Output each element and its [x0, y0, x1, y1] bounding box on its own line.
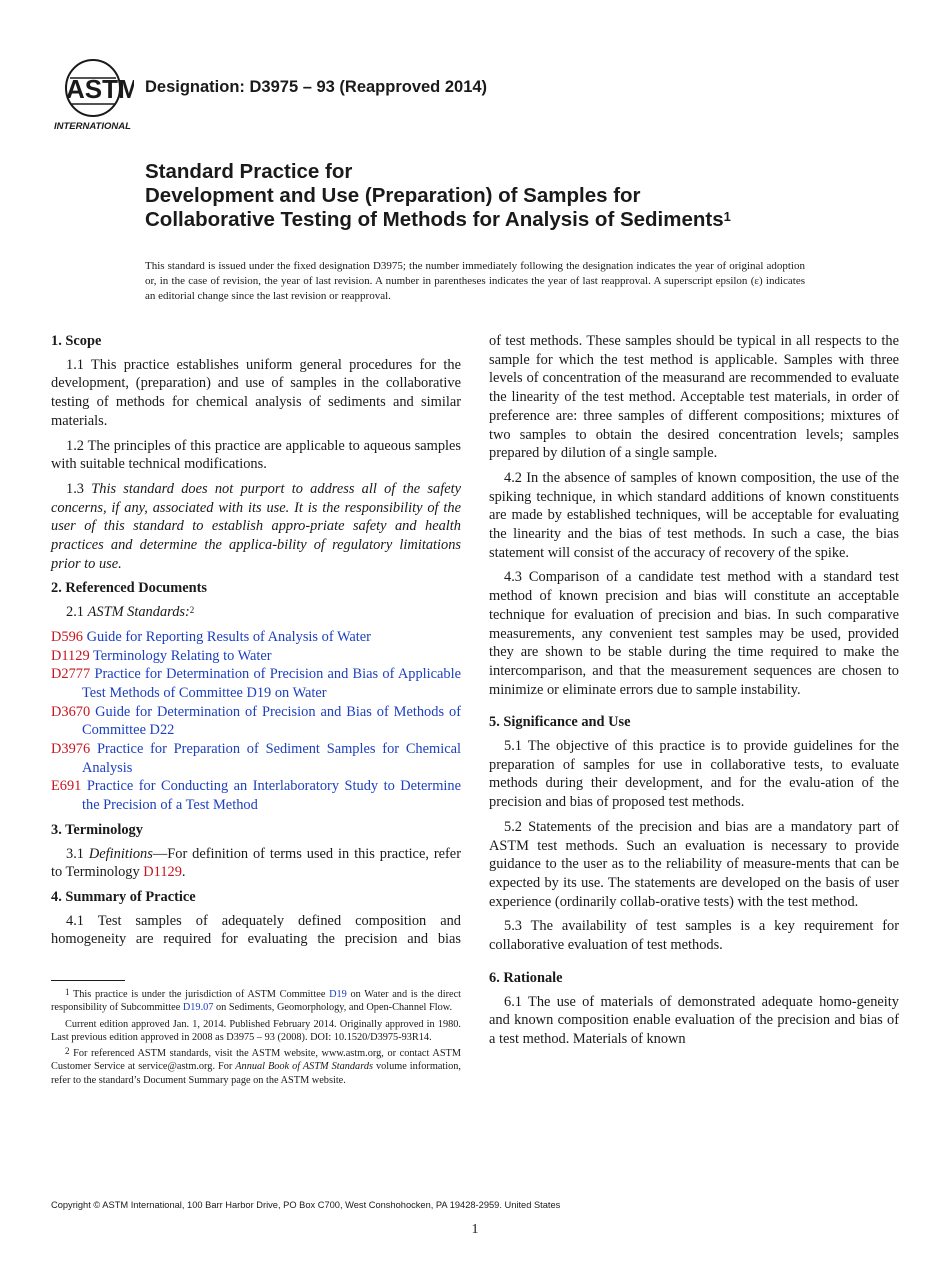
- footnote-2: [51, 1047, 461, 1087]
- footnote-divider: [51, 980, 125, 981]
- footnotes: [51, 988, 461, 1090]
- footnote-text: on Water and is the direct responsibility of Subcommittee: [51, 989, 461, 1014]
- paragraph-number: 2.1: [66, 604, 88, 621]
- astm-standards-label: ASTM Standards:: [87, 604, 190, 621]
- reference-code-link[interactable]: D596: [51, 628, 83, 645]
- reference-item[interactable]: [51, 703, 461, 740]
- title-footnote-mark: 1: [723, 209, 731, 224]
- section-heading: 3. Terminology: [51, 821, 143, 838]
- safety-text: This standard does not purport to address all of the safety concerns, if any, associated with its use. It is the responsibility of the user of this standard to establish appro-priate safety and health practices and determine the applica-bility of regulatory limitations prior to use.: [51, 480, 461, 572]
- paragraph-number: 1.3: [66, 480, 92, 497]
- term-label: Definitions: [88, 845, 153, 862]
- footnote-current-edition: Current edition approved Jan. 1, 2014. Published February 2014. Originally approved in 1980. Last previous edition approved in 2008 as D3975 – 93 (2008). DOI: 10.1520/D3975-93R14.: [51, 1018, 461, 1043]
- terminology-link[interactable]: D1129: [143, 864, 182, 881]
- paragraph: 4.3 Comparison of a candidate test method with a standard test method of known precision and bias will constitute an acceptable technique for evaluation of precision and bias. In such comparative measurements, any convenient test samples may be used, provided they are shown to be stable during the time required to make the intercomparison, and that the measurement sequences are chosen to minimize or eliminate errors due to sample instability.: [489, 569, 899, 698]
- paragraph: 5.3 The availability of test samples is a key requirement for collaborative evaluation of test methods.: [489, 918, 899, 954]
- designation: Designation: D3975 – 93 (Reapproved 2014): [145, 78, 488, 96]
- reference-code-link[interactable]: D3670: [51, 703, 91, 720]
- reference-code-link[interactable]: D2777: [51, 666, 91, 683]
- footnote-italic-text: Annual Book of ASTM Standards: [235, 1061, 373, 1073]
- section-scope: [51, 332, 461, 573]
- period: .: [181, 864, 186, 881]
- logo-international-text: INTERNATIONAL: [54, 121, 131, 132]
- footnote-mark: 1: [65, 987, 70, 997]
- section-heading: 4. Summary of Practice: [51, 888, 196, 905]
- reference-item[interactable]: [51, 647, 461, 666]
- section-summary: [51, 888, 461, 949]
- paragraph: 4.1 Test samples of adequately defined composition and homogeneity are required for evaluating the precision and bias: [51, 912, 461, 948]
- paragraph: 5.2 Statements of the precision and bias are a mandatory part of ASTM test methods. Such an evaluation is necessary to provide guidance to the user as to the reliability of measure-ments that can be expected by its use. The statements are developed on the basis of user experience (ordinarily collab-orative tests) with the test method.: [489, 818, 899, 910]
- title-line-3: [145, 208, 885, 232]
- reference-title-link[interactable]: Practice for Conducting an Interlaboratory Study to Determine the Precision of a Test Method: [82, 778, 461, 814]
- footnote-mark: 2: [189, 605, 195, 616]
- left-column: [51, 332, 461, 955]
- reference-title-link[interactable]: Terminology Relating to Water: [92, 647, 272, 664]
- copyright-notice: Copyright © ASTM International, 100 Barr Harbor Drive, PO Box C700, West Conshohocken, PA 19428-2959. United States: [51, 1200, 561, 1210]
- title-line-1: Standard Practice for: [145, 160, 353, 183]
- astm-standards-intro: [51, 603, 461, 622]
- section-heading: 1. Scope: [51, 333, 102, 349]
- reference-code-link[interactable]: D3976: [51, 741, 91, 758]
- term-text: —For definition of terms used in this practice, refer to Terminology: [51, 845, 461, 881]
- reference-title-link[interactable]: Guide for Determination of Precision and Bias of Methods of Committee D22: [82, 703, 461, 739]
- section-terminology: [51, 821, 461, 882]
- right-column: [489, 332, 899, 1055]
- section-heading: 2. Referenced Documents: [51, 580, 207, 597]
- paragraph: 1.2 The principles of this practice are applicable to aqueous samples with suitable technical modifications.: [51, 437, 461, 473]
- paragraph: [51, 845, 461, 882]
- footnote-text: This practice is under the jurisdiction of ASTM Committee: [69, 989, 330, 1000]
- paragraph: 4.2 In the absence of samples of known composition, the use of the spiking technique, in which standard additions of known constituents are made by established techniques, will be acceptable for evaluating the linearity and the bias of test methods. In such a case, the bias statement will consist of the accuracy of recovery of the spike.: [489, 469, 899, 561]
- reference-item[interactable]: [51, 628, 461, 647]
- issue-note: This standard is issued under the fixed designation D3975; the number immediately following the designation indicates the year of original adoption or, in the case of revision, the year of last revision. A number in parentheses indicates the year of last reapproval. A superscript epsilon (ε) indicates an editorial change since the last revision or reapproval.: [145, 260, 805, 302]
- section-rationale: [489, 969, 899, 1049]
- paragraph: 1.1 This practice establishes uniform general procedures for the development, (preparation) and use of samples in the collaborative testing of methods for chemical analysis of sediments and similar materials.: [51, 356, 461, 429]
- page-number: 1: [471, 1222, 479, 1237]
- reference-item[interactable]: [51, 777, 461, 814]
- section-heading: 5. Significance and Use: [489, 714, 631, 731]
- astm-logo-icon: [52, 58, 134, 132]
- logo-letter-a: ASTM: [66, 74, 134, 104]
- section-heading: 6. Rationale: [489, 969, 563, 986]
- subcommittee-link[interactable]: D19.07: [182, 1002, 214, 1014]
- astm-logo: [52, 58, 134, 132]
- reference-code-link[interactable]: D1129: [51, 647, 90, 664]
- paragraph-safety: [51, 480, 461, 574]
- section-significance: [489, 713, 899, 954]
- footnote-text: volume information, refer to the standard’s Document Summary page on the ASTM website.: [51, 1061, 461, 1086]
- reference-item[interactable]: [51, 665, 461, 702]
- committee-link[interactable]: D19: [329, 989, 347, 1000]
- footnote-1: [51, 988, 461, 1015]
- paragraph: 6.1 The use of materials of demonstrated adequate homo-geneity and known composition enable evaluation of the precision and bias of a test method. Materials of known: [489, 993, 899, 1047]
- section-referenced-documents: [51, 579, 461, 814]
- paragraph-number: 3.1: [66, 845, 89, 862]
- paragraph: 5.1 The objective of this practice is to provide guidelines for the preparation of samples for use in collaborative tests, to evaluate methods during their development, and for the evalu-ation of the precision and bias of proposed test methods.: [489, 738, 899, 811]
- reference-title-link[interactable]: Practice for Determination of Precision and Bias of Applicable Test Methods of Committee D19 on Water: [82, 666, 461, 701]
- reference-item[interactable]: [51, 740, 461, 777]
- reference-code-link[interactable]: E691: [51, 778, 82, 795]
- title-line-2: Development and Use (Preparation) of Samples for: [145, 184, 641, 207]
- title-line-3-text: Collaborative Testing of Methods for Analysis of Sediments: [145, 208, 724, 231]
- reference-title-link[interactable]: Guide for Reporting Results of Analysis of Water: [86, 628, 371, 645]
- reference-title-link[interactable]: Practice for Preparation of Sediment Samples for Chemical Analysis: [82, 741, 461, 776]
- paragraph-continued: of test methods. These samples should be typical in all respects to the sample for which the test method is applicable. Samples with three levels of concentration of the measurand are recommended to evaluate the linearity of the test method. Acceptable test materials, in order of preference are: three samples of different compositions; mixtures of two samples to obtain the desired concentration levels; samples prepared by dilution of a single sample.: [489, 333, 899, 462]
- footnote-text: on Sediments, Geomorphology, and Open-Channel Flow.: [213, 1002, 453, 1014]
- footnote-text: For referenced ASTM standards, visit the ASTM website, www.astm.org, or contact ASTM Customer Service at service@astm.org. For: [51, 1048, 461, 1073]
- footnote-mark: 2: [65, 1046, 70, 1057]
- document-title: [145, 160, 885, 232]
